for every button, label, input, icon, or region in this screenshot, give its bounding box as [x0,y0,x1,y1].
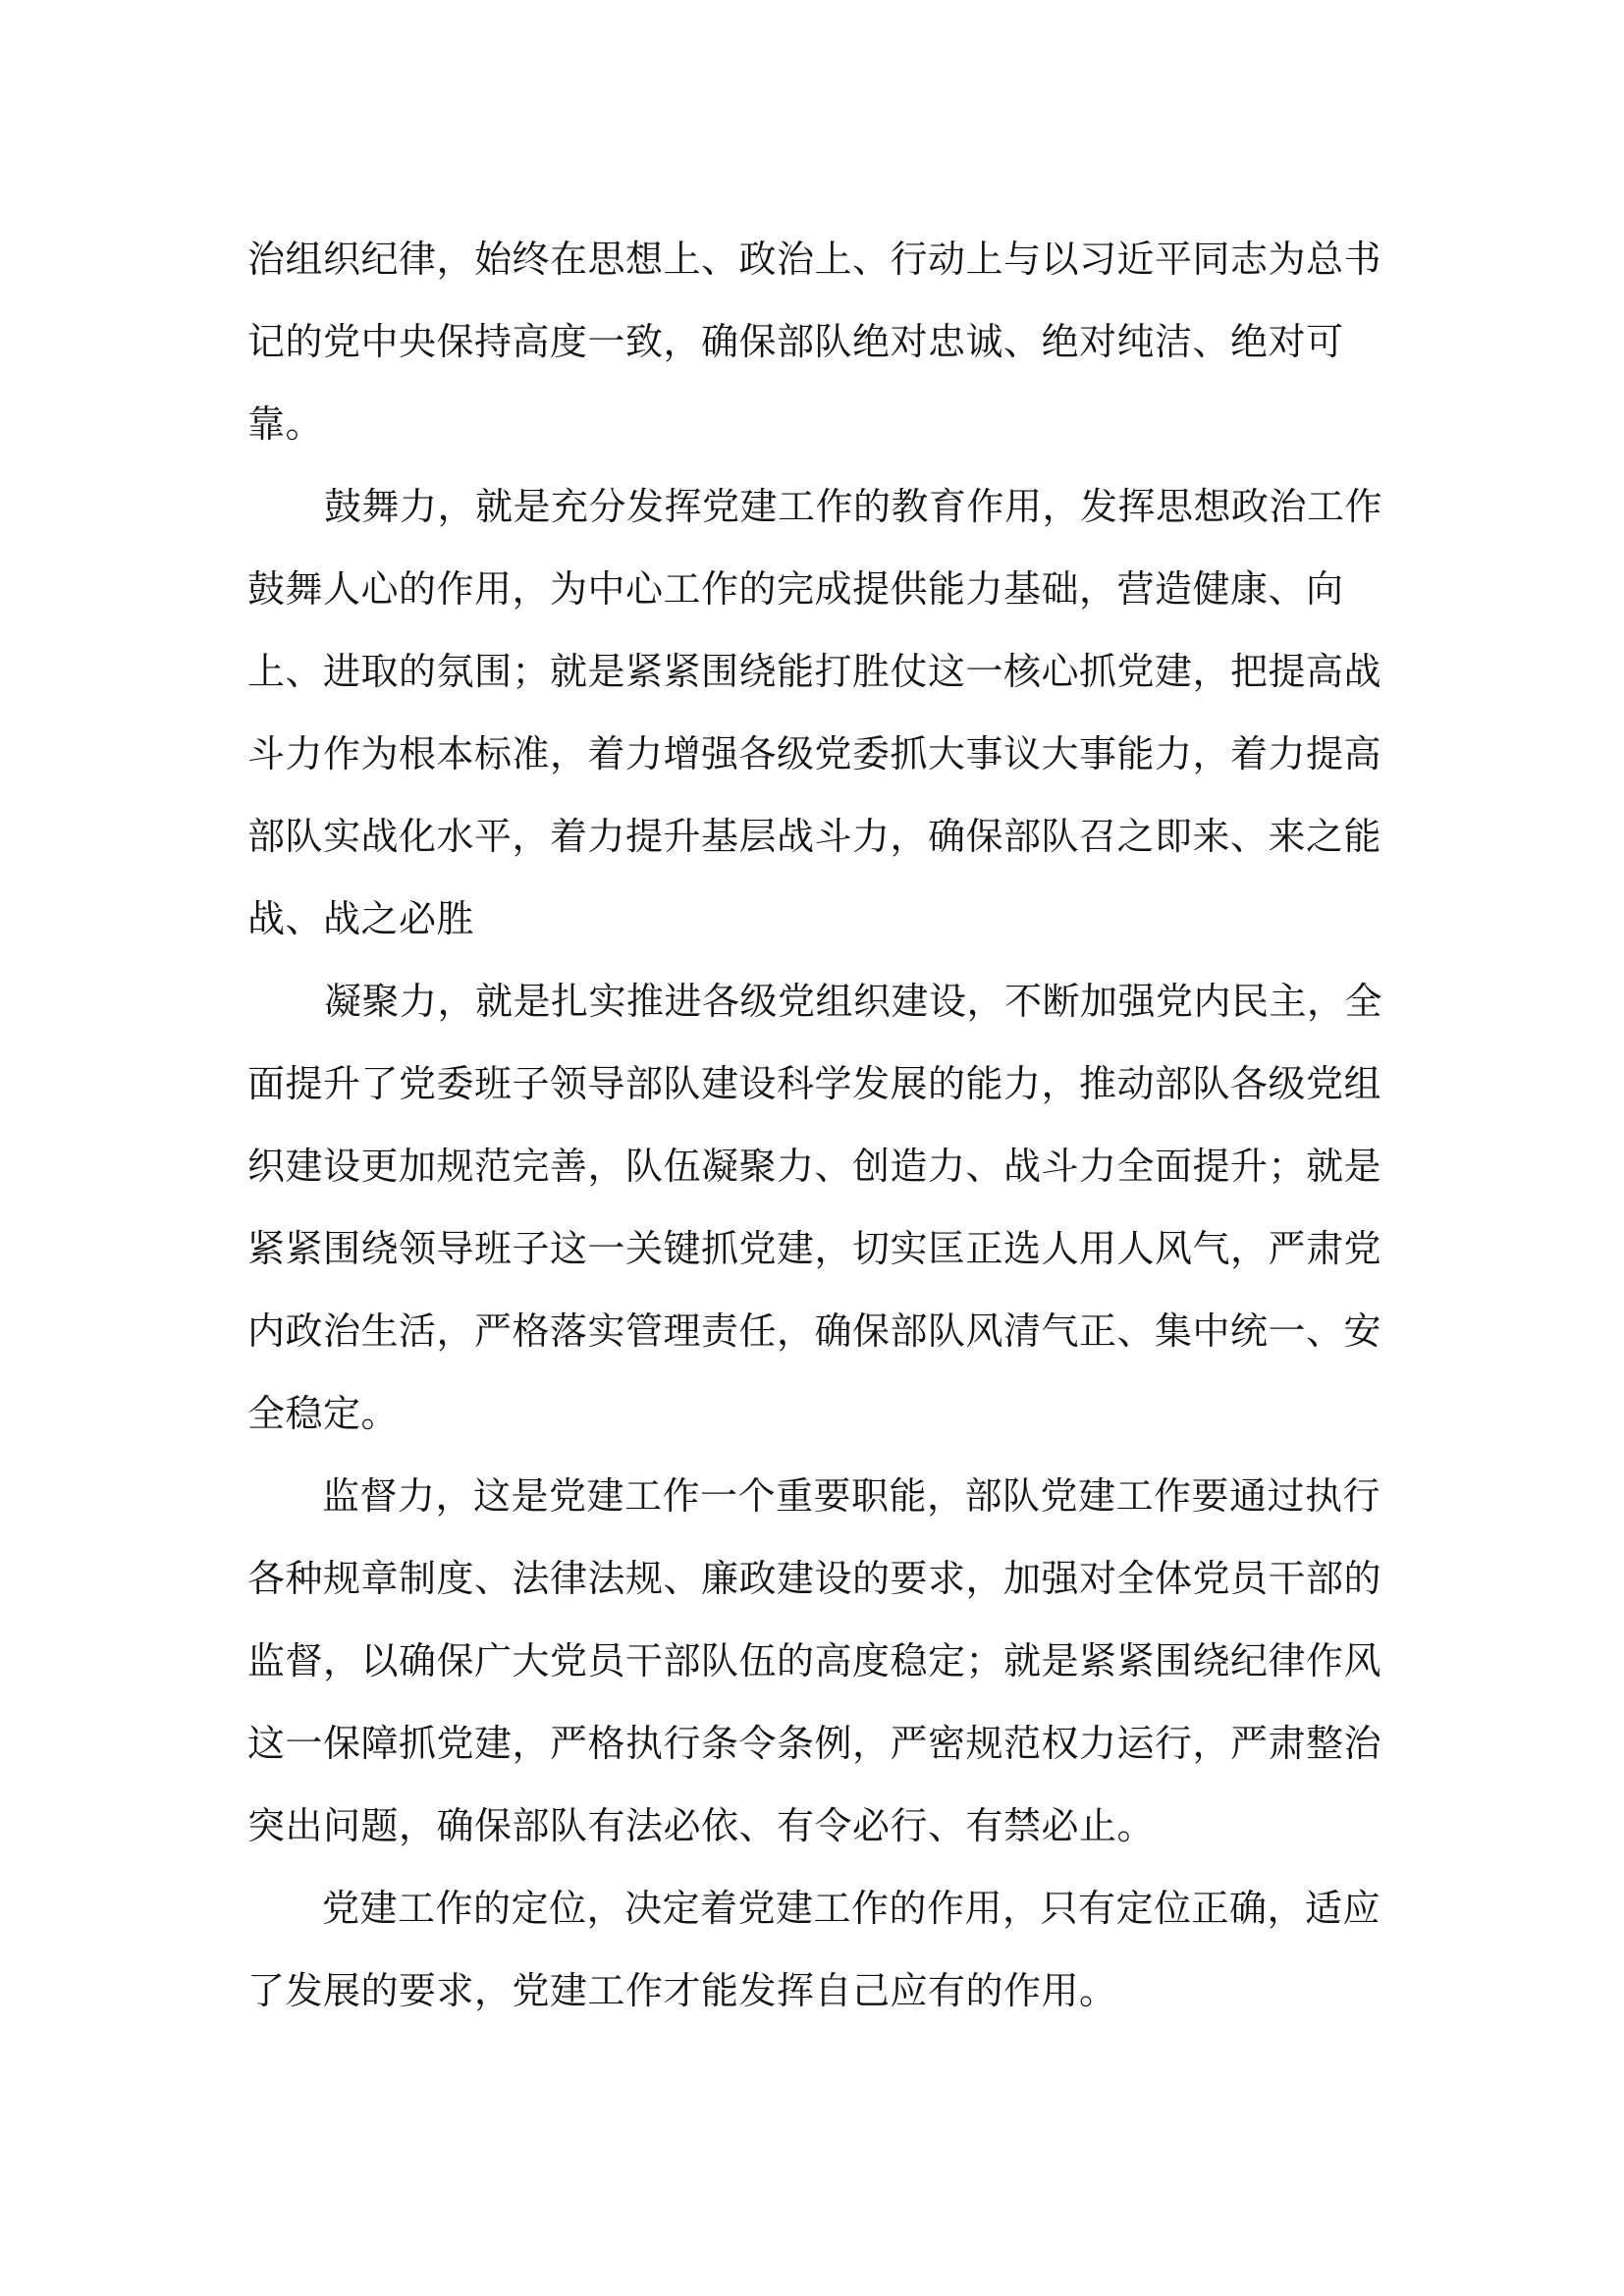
paragraph-positioning: 党建工作的定位，决定着党建工作的作用，只有定位正确，适应了发展的要求，党建工作才能发挥自己应有的作用。 [247,1887,1381,2012]
paragraph-continuation: 治组织纪律，始终在思想上、政治上、行动上与以习近平同志为总书记的党中央保持高度一致，确保部队绝对忠诚、绝对纯洁、绝对可靠。 [247,238,1382,446]
paragraph-inspiration: 鼓舞力，就是充分发挥党建工作的教育作用，发挥思想政治工作鼓舞人心的作用，为中心工作的完成提供能力基础，营造健康、向上、进取的氛围；就是紧紧围绕能打胜仗这一核心抓党建，把提高战斗力作为根本标准，着力增强各级党委抓大事议大事能力，着力提高部队实战化水平，着力提升基层战斗力，确保部队召之即来、来之能战、战之必胜 [247,485,1383,940]
paragraph-cohesion: 凝聚力，就是扎实推进各级党组织建设，不断加强党内民主，全面提升了党委班子领导部队建设科学发展的能力，推动部队各级党组织建设更加规范完善，队伍凝聚力、创造力、战斗力全面提升；就是紧紧围绕领导班子这一关键抓党建，切实匡正选人用人风气，严肃党内政治生活，严格落实管理责任，确保部队风清气正、集中统一、安全稳定。 [247,980,1383,1435]
paragraph-supervision: 监督力，这是党建工作一个重要职能，部队党建工作要通过执行各种规章制度、法律法规、廉政建设的要求，加强对全体党员干部的监督，以确保广大党员干部队伍的高度稳定；就是紧紧围绕纪律作风这一保障抓党建，严格执行条令条例，严密规范权力运行，严肃整治突出问题，确保部队有法必依、有令必行、有禁必止。 [247,1474,1382,1847]
body-text [247,218,1386,2032]
